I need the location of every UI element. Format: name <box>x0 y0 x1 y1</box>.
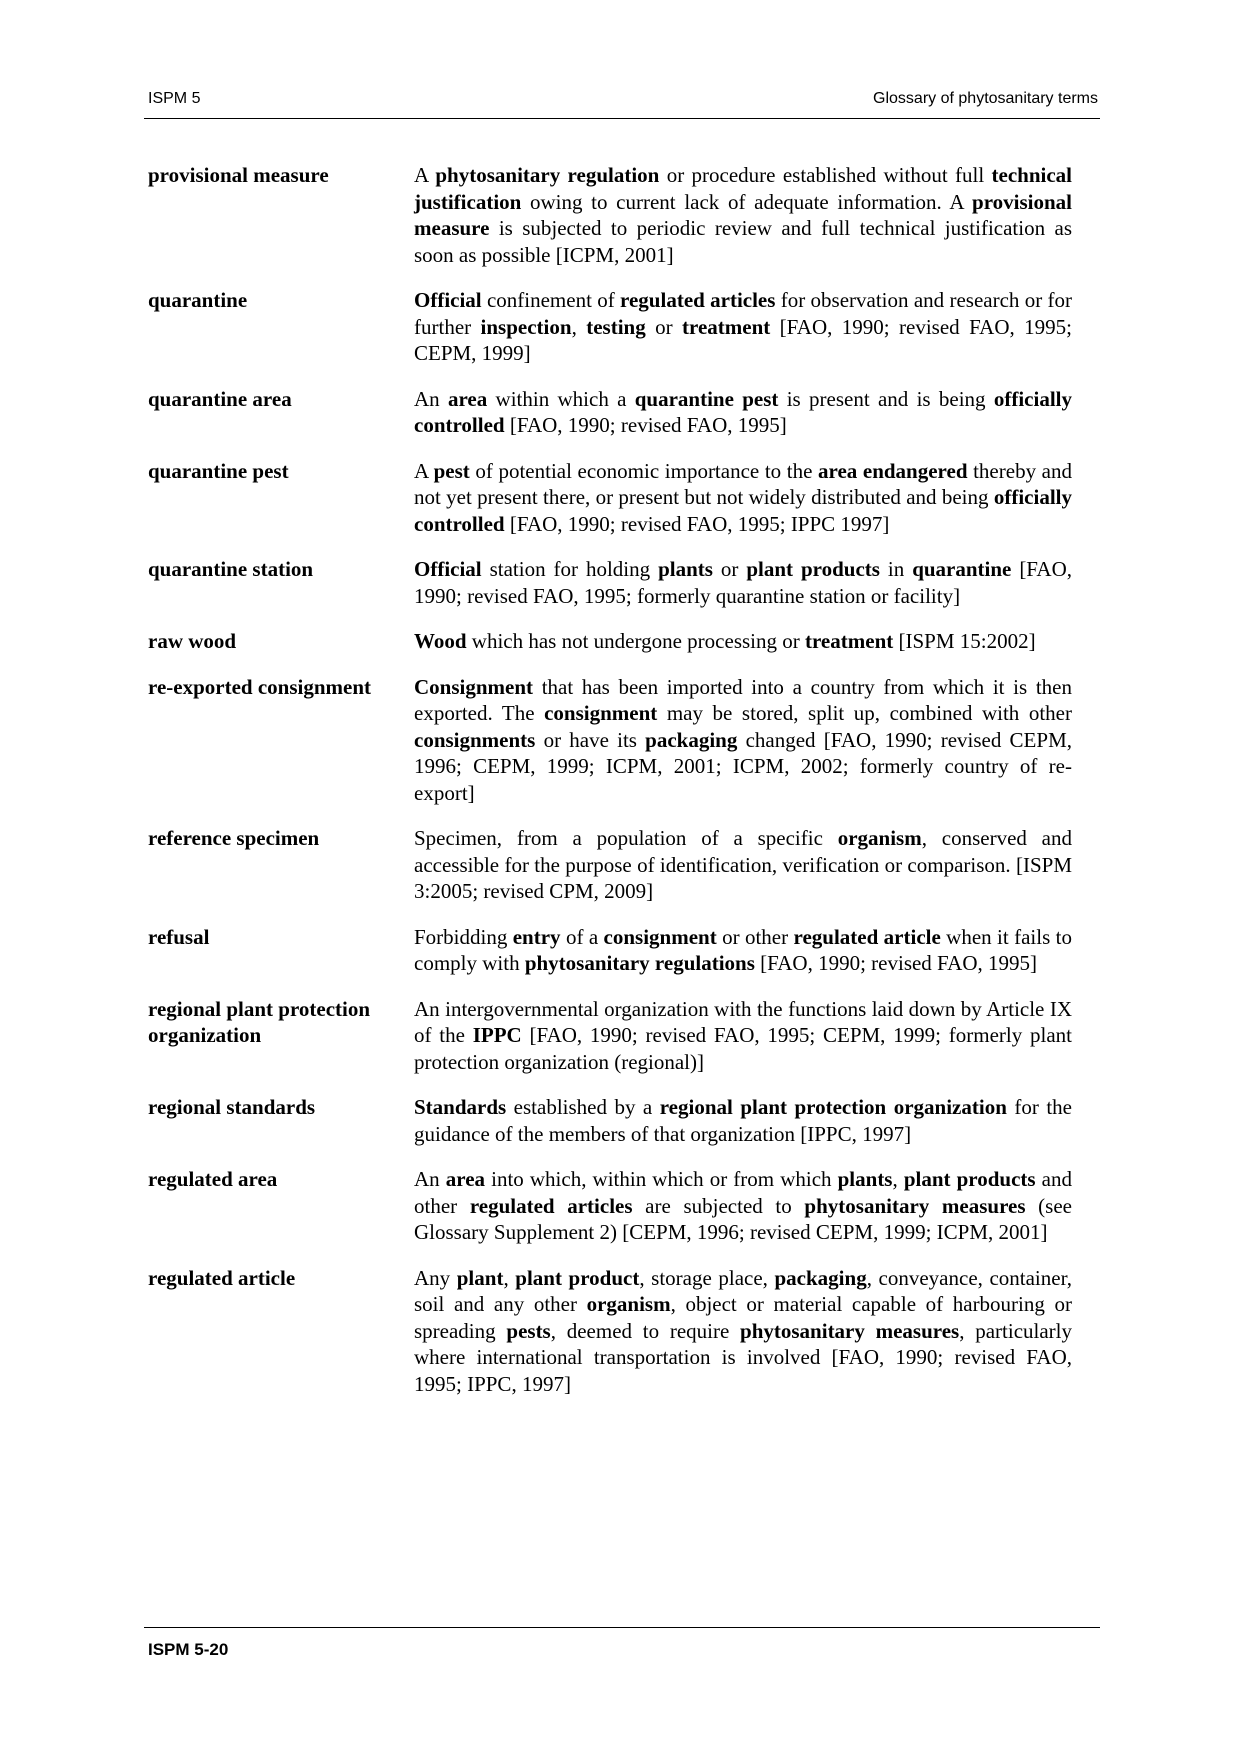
definition-text: , object or material capable of harbouring or spreading <box>414 1292 1072 1343</box>
glossary-definition <box>414 825 1072 905</box>
glossary-definition <box>414 924 1072 977</box>
defined-term-reference: treatment <box>682 314 771 339</box>
defined-term-reference: pests <box>506 1318 551 1343</box>
defined-term-reference: organism <box>837 826 922 850</box>
definition-text: Any <box>414 1265 457 1290</box>
definition-text: or have its <box>535 727 646 752</box>
definition-text: for the guidance of the members of that organization [IPPC, 1997] <box>414 1095 1072 1146</box>
definition-text: , conveyance, container, soil and any other <box>414 1265 1072 1316</box>
header-standard-label: ISPM 5 <box>148 90 201 107</box>
definition-text: A <box>414 163 436 187</box>
defined-term-reference: organism <box>586 1292 671 1316</box>
definition-text: Forbidding <box>414 924 513 949</box>
definition-text: , deemed to require <box>550 1318 741 1343</box>
defined-term-reference: entry <box>512 924 561 949</box>
definition-text: Specimen, from a population of a specific <box>414 826 838 850</box>
glossary-term: regional standards <box>148 1095 316 1119</box>
definition-text: within which a <box>487 386 635 411</box>
defined-term-reference: IPPC <box>472 1023 522 1047</box>
glossary-term: regional plant protection organization <box>148 996 371 1047</box>
definition-text: into which, within which or from which <box>485 1167 838 1191</box>
defined-term-reference: regulated articles <box>469 1193 633 1218</box>
glossary-term: quarantine pest <box>148 458 289 483</box>
glossary-entry <box>148 825 1078 905</box>
definition-text: , <box>503 1265 516 1290</box>
glossary-definition <box>414 674 1072 807</box>
glossary-term: regulated area <box>148 1167 278 1191</box>
defined-term-reference: Wood <box>414 629 467 653</box>
defined-term-reference: quarantine pest <box>634 386 779 411</box>
defined-term-reference: consignments <box>414 727 536 752</box>
defined-term-reference: plant product <box>515 1265 640 1290</box>
page-number: ISPM 5-20 <box>148 1640 229 1659</box>
definition-text: (see Glossary Supplement 2) [CEPM, 1996; revised CEPM, 1999; ICPM, 2001] <box>414 1193 1072 1244</box>
glossary-definition <box>414 556 1072 609</box>
header-divider <box>144 118 1100 119</box>
definition-text: or other <box>716 924 794 949</box>
definition-text: for observation and research or for further <box>414 288 1072 339</box>
glossary-entry <box>148 1166 1078 1246</box>
glossary-definition <box>414 1166 1072 1246</box>
defined-term-reference: plant products <box>903 1167 1036 1191</box>
definition-text: is subjected to periodic review and full technical justification as soon as possible [ICPM, 2001] <box>414 216 1072 267</box>
defined-term-reference: phytosanitary measures <box>740 1318 960 1343</box>
defined-term-reference: packaging <box>645 727 738 752</box>
defined-term-reference: regional plant protection organization <box>659 1095 1007 1119</box>
glossary-entry <box>148 1094 1078 1147</box>
header-title: Glossary of phytosanitary terms <box>873 90 1098 107</box>
definition-text: owing to current lack of adequate information. A <box>521 189 973 214</box>
defined-term-reference: treatment <box>805 629 894 653</box>
defined-term-reference: quarantine <box>912 557 1012 581</box>
definition-text: confinement of <box>481 288 621 312</box>
definition-text: station for holding <box>481 557 659 581</box>
glossary-definition <box>414 628 1072 655</box>
definition-text: [FAO, 1990; revised FAO, 1995] <box>754 951 1038 975</box>
glossary-term: quarantine station <box>148 557 314 581</box>
glossary-definition <box>414 386 1072 439</box>
glossary-entry <box>148 996 1078 1076</box>
definition-text: of potential economic importance to the <box>469 458 819 483</box>
defined-term-reference: testing <box>586 314 646 339</box>
defined-term-reference: regulated articles <box>620 288 776 312</box>
glossary-term: regulated article <box>148 1265 296 1290</box>
definition-text: An intergovernmental organization with the functions laid down by Article IX of the <box>414 996 1072 1047</box>
definition-text: established by a <box>506 1095 660 1119</box>
glossary-term: quarantine <box>148 288 248 312</box>
definition-text: thereby and not yet present there, or present but not widely distributed and being <box>414 458 1072 509</box>
glossary-entry <box>148 628 1078 655</box>
definition-text: when it fails to comply with <box>414 924 1072 975</box>
definition-text: and other <box>414 1167 1072 1218</box>
defined-term-reference: consignment <box>544 701 658 725</box>
defined-term-reference: provisional measure <box>414 189 1072 240</box>
defined-term-reference: inspection <box>480 314 572 339</box>
page-header <box>148 90 1098 118</box>
defined-term-reference: consignment <box>603 924 717 949</box>
footer-divider <box>144 1627 1100 1628</box>
definition-text: may be stored, split up, combined with other <box>657 701 1072 725</box>
definition-text: or <box>645 314 683 339</box>
glossary-term: provisional measure <box>148 163 329 187</box>
definition-text: are subjected to <box>632 1193 805 1218</box>
defined-term-reference: technical justification <box>414 163 1072 214</box>
defined-term-reference: plant products <box>746 557 880 581</box>
defined-term-reference: area <box>445 1167 486 1191</box>
definition-text: in <box>879 557 913 581</box>
glossary-entry <box>148 556 1078 609</box>
glossary-definition <box>414 287 1072 367</box>
definition-text: changed [FAO, 1990; revised CEPM, 1996; CEPM, 1999; ICPM, 2001; ICPM, 2002; formerly country of re-export] <box>414 727 1072 805</box>
defined-term-reference: officially controlled <box>414 386 1072 437</box>
defined-term-reference: regulated article <box>793 924 941 949</box>
definition-text: or <box>712 557 747 581</box>
glossary-term: reference specimen <box>148 826 320 850</box>
glossary-entry <box>148 162 1078 268</box>
defined-term-reference: packaging <box>774 1265 867 1290</box>
defined-term-reference: area <box>447 386 488 411</box>
definition-text: An <box>414 1167 446 1191</box>
definition-text: or procedure established without full <box>659 163 992 187</box>
glossary-entry <box>148 674 1078 807</box>
defined-term-reference: phytosanitary regulation <box>435 163 660 187</box>
definition-text: [FAO, 1990; revised FAO, 1995] <box>504 413 787 437</box>
definition-text: , <box>571 314 587 339</box>
defined-term-reference: Official <box>414 288 482 312</box>
definition-text: , <box>892 1167 904 1191</box>
glossary-entry <box>148 287 1078 367</box>
glossary-term: quarantine area <box>148 386 292 411</box>
defined-term-reference: Official <box>414 557 482 581</box>
definition-text: [FAO, 1990; revised FAO, 1995; CEPM, 1999] <box>414 314 1073 365</box>
defined-term-reference: plant <box>456 1265 504 1290</box>
glossary-entry <box>148 924 1078 977</box>
definition-text: , conserved and accessible for the purpose of identification, verification or comparison. [ISPM 3:2005; revised CPM, 2009] <box>414 826 1073 903</box>
definition-text: An <box>414 386 448 411</box>
definition-text: , particularly where international transportation is involved [FAO, 1990; revised FAO, 1995; IPPC, 1997] <box>414 1318 1073 1396</box>
definition-text: A <box>414 458 434 483</box>
definition-text: is present and is being <box>778 386 994 411</box>
glossary-entry <box>148 458 1078 538</box>
glossary-definition <box>414 162 1072 268</box>
glossary-entry <box>148 386 1078 439</box>
defined-term-reference: Standards <box>414 1095 507 1119</box>
glossary-definition <box>414 458 1072 538</box>
glossary-term: refusal <box>148 924 210 949</box>
glossary-term: raw wood <box>148 629 237 653</box>
defined-term-reference: officially controlled <box>414 485 1072 536</box>
definition-text: [FAO, 1990; revised FAO, 1995; CEPM, 1999; formerly plant protection organization (regional)] <box>414 1023 1073 1074</box>
definition-text: which has not undergone processing or <box>466 629 805 653</box>
definition-text: [FAO, 1990; revised FAO, 1995; IPPC 1997] <box>504 511 890 536</box>
defined-term-reference: area endangered <box>818 458 968 483</box>
definition-text: of a <box>560 924 604 949</box>
definition-text: , storage place, <box>639 1265 775 1290</box>
glossary-definition <box>414 996 1072 1076</box>
glossary-entry <box>148 1265 1078 1398</box>
glossary-entries <box>148 162 1078 1416</box>
defined-term-reference: plants <box>837 1167 893 1191</box>
defined-term-reference: phytosanitary regulations <box>524 951 755 975</box>
glossary-definition <box>414 1094 1072 1147</box>
defined-term-reference: Consignment <box>414 674 534 699</box>
definition-text: [FAO, 1990; revised FAO, 1995; formerly quarantine station or facility] <box>414 557 1073 608</box>
defined-term-reference: phytosanitary measures <box>804 1193 1026 1218</box>
defined-term-reference: plants <box>658 557 713 581</box>
glossary-definition <box>414 1265 1072 1398</box>
defined-term-reference: pest <box>433 458 470 483</box>
glossary-term: re-exported consignment <box>148 674 371 699</box>
definition-text: that has been imported into a country from which it is then exported. The <box>414 674 1072 725</box>
definition-text: [ISPM 15:2002] <box>893 629 1036 653</box>
